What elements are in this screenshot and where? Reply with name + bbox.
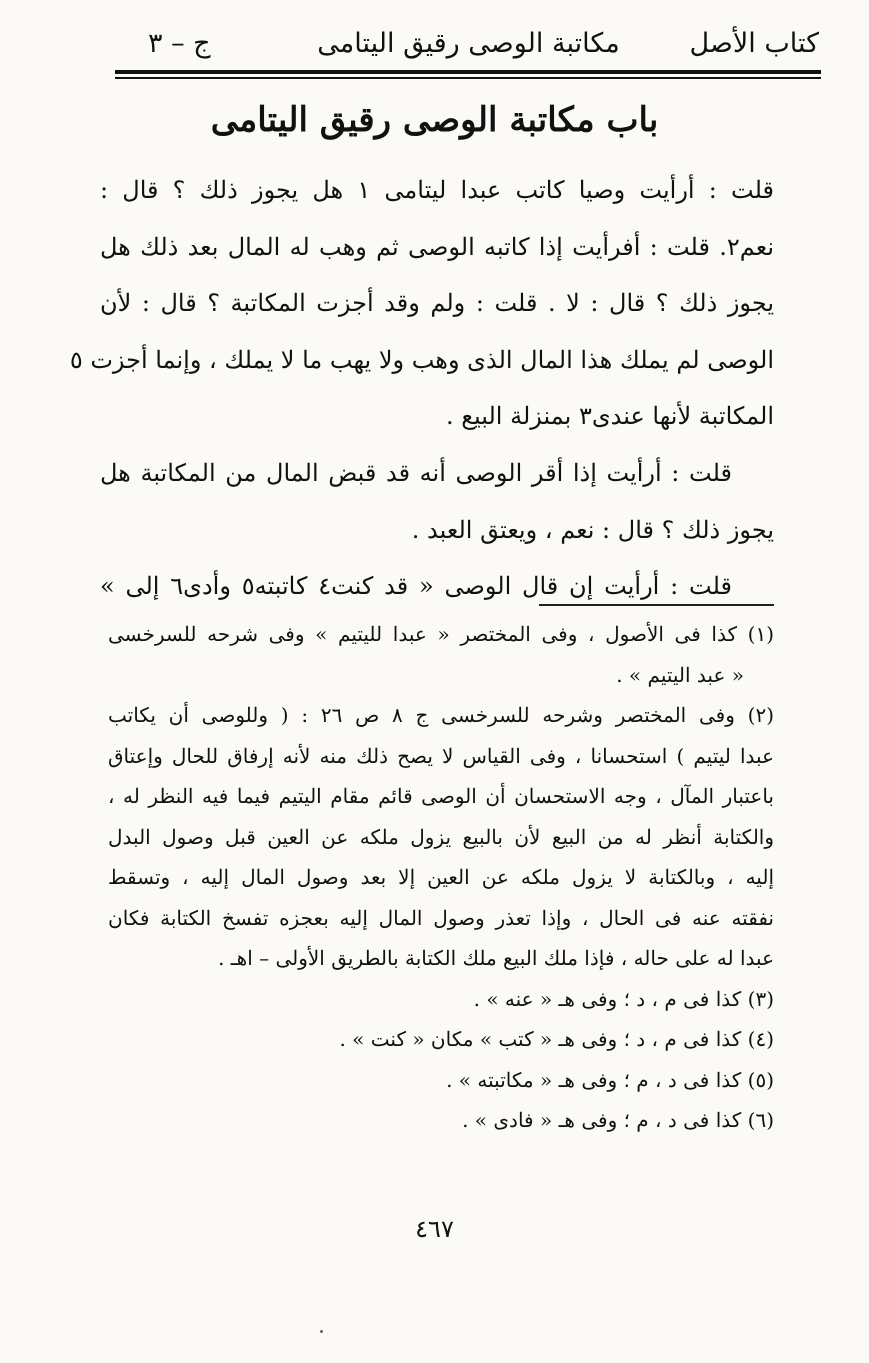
footnote-line: إليه ، وبالكتابة لا يزول ملكه عن العين إلا بعد وصول المال إليه ، وتسقط xyxy=(108,865,774,889)
page-number: ٤٦٧ xyxy=(415,1215,454,1243)
footnote-line: نفقته عنه فى الحال ، وإذا تعذر وصول المال إليه بعجزه تفسخ الكتابة فكان xyxy=(108,905,774,930)
footnote-line: والكتابة أنظر له من البيع لأن بالبيع يزول ملكه عن العين قبل وصول البدل xyxy=(108,824,775,849)
header-rule-thin xyxy=(115,77,821,79)
footnote-separator xyxy=(539,604,774,606)
footnote-line: (٢) وفى المختصر وشرحه للسرخسى ج ٨ ص ٢٦ : ( وللوصى أن يكاتب xyxy=(108,703,774,727)
footnotes xyxy=(108,614,774,1141)
text-line: يجوز ذلك ؟ قال : نعم ، ويعتق العبد . xyxy=(411,515,774,544)
header-volume: ج – ٣ xyxy=(148,28,211,59)
scan-speck xyxy=(320,1330,323,1333)
text-line: قلت : أرأيت إذا أقر الوصى أنه قد قبض المال من المكاتبة هل xyxy=(100,458,732,487)
footnote-line: (٤) كذا فى م ، د ؛ وفى هـ « كتب » مكان « كنت » . xyxy=(339,1027,774,1051)
footnote-line: (٦) كذا فى د ، م ؛ وفى هـ « فادى » . xyxy=(462,1108,774,1132)
text-line: قلت : أرأيت وصيا كاتب عبدا ليتامى ١ هل يجوز ذلك ؟ قال : xyxy=(100,176,774,204)
text-line: نعم٢. قلت : أفرأيت إذا كاتبه الوصى ثم وهب له المال بعد ذلك هل xyxy=(100,232,774,261)
footnote-line: عبدا له على حاله ، فإذا ملك البيع ملك الكتابة بالطريق الأولى – اهـ . xyxy=(218,946,774,970)
text-line: قلت : أرأيت إن قال الوصى « قد كنت٤ كاتبته٥ وأدى٦ إلى » xyxy=(100,572,733,601)
running-header xyxy=(118,22,819,66)
text-line: المكاتبة لأنها عندى٣ بمنزلة البيع . xyxy=(445,402,774,431)
footnote-line: « عبد اليتيم » . xyxy=(616,662,744,687)
footnote-line: (٣) كذا فى م ، د ؛ وفى هـ « عنه » . xyxy=(473,986,774,1011)
section-title: باب مكاتبة الوصى رقيق اليتامى xyxy=(210,100,659,140)
text-line: الوصى لم يملك هذا المال الذى وهب ولا يهب ما لا يملك ، وإنما أجزت ٥ xyxy=(69,345,774,374)
footnote-line: عبدا ليتيم ) استحسانا ، وفى القياس لا يصح ذلك منه لأنه إرفاق للحال وإعتاق xyxy=(108,743,774,768)
footnote-line: باعتبار المآل ، وجه الاستحسان أن الوصى قائم مقام اليتيم فيما فيه النظر له ، xyxy=(108,784,774,808)
footnote-line: (٥) كذا فى د ، م ؛ وفى هـ « مكاتبته » . xyxy=(446,1067,774,1092)
header-book-title: كتاب الأصل xyxy=(689,28,819,59)
header-chapter-title: مكاتبة الوصى رقيق اليتامى xyxy=(317,28,620,59)
footnote-line: (١) كذا فى الأصول ، وفى المختصر « عبدا لليتيم » وفى شرحه للسرخسى xyxy=(108,622,774,646)
text-line: يجوز ذلك ؟ قال : لا . قلت : ولم وقد أجزت المكاتبة ؟ قال : لأن xyxy=(100,289,774,318)
header-rule-thick xyxy=(115,70,821,74)
main-text xyxy=(69,162,774,615)
